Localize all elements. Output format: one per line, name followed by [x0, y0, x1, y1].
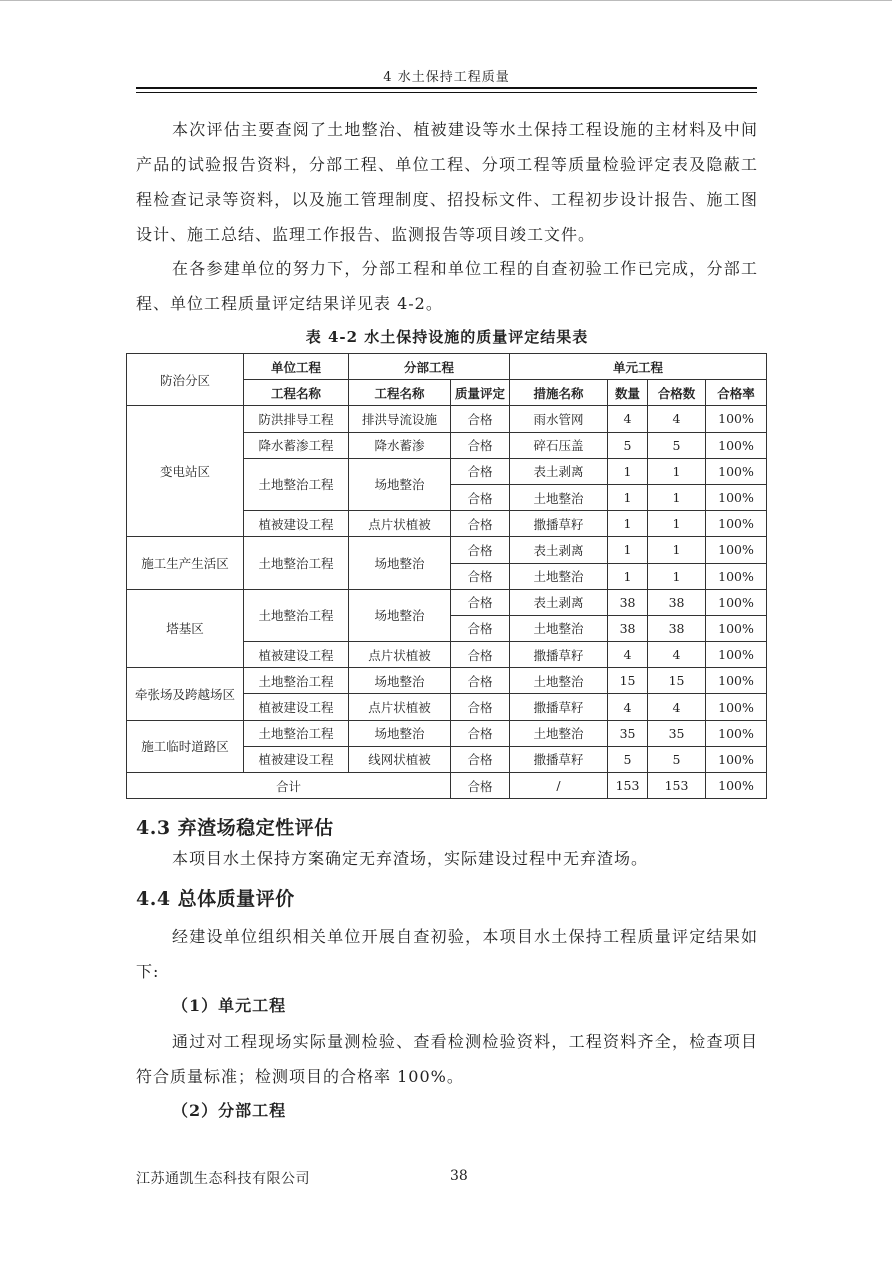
paragraph-element-result: 通过对工程现场实际量测检验、查看检测检验资料，工程资料齐全，检查项目符合质量标准；检测项目的合格率 100%。	[136, 1032, 758, 1086]
quantity-cell: 4	[608, 406, 648, 432]
header-sub-name: 工程名称	[349, 380, 451, 406]
sub-name-cell: 场地整治	[349, 720, 451, 746]
header-qualified-count: 合格数	[648, 380, 706, 406]
quantity-cell: 5	[608, 432, 648, 458]
sub-name-cell: 场地整治	[349, 589, 451, 641]
header-rule-thick	[136, 87, 757, 89]
quality-cell: 合格	[451, 458, 510, 484]
zone-cell: 牵张场及跨越场区	[127, 668, 244, 720]
quality-cell: 合格	[451, 589, 510, 615]
qualified-rate-cell: 100%	[706, 720, 767, 746]
sub-name-cell: 降水蓄渗	[349, 432, 451, 458]
quality-cell: 合格	[451, 642, 510, 668]
header-measure-name: 措施名称	[510, 380, 608, 406]
quality-cell: 合格	[451, 563, 510, 589]
qualified-count-cell: 35	[648, 720, 706, 746]
measure-cell: 土地整治	[510, 563, 608, 589]
quantity-cell: 35	[608, 720, 648, 746]
table-header-row-1	[127, 354, 767, 380]
qualified-rate-cell: 100%	[706, 589, 767, 615]
header-quality-eval: 质量评定	[451, 380, 510, 406]
qualified-rate-cell: 100%	[706, 746, 767, 772]
total-quantity-cell: 153	[608, 773, 648, 799]
sub-name-cell: 场地整治	[349, 537, 451, 589]
quantity-cell: 38	[608, 615, 648, 641]
qualified-count-cell: 15	[648, 668, 706, 694]
project-name-cell: 土地整治工程	[244, 668, 349, 694]
quality-cell: 合格	[451, 484, 510, 510]
quantity-cell: 1	[608, 537, 648, 563]
qualified-rate-cell: 100%	[706, 458, 767, 484]
qualified-count-cell: 38	[648, 615, 706, 641]
quantity-cell: 4	[608, 642, 648, 668]
project-name-cell: 土地整治工程	[244, 537, 349, 589]
qualified-count-cell: 1	[648, 511, 706, 537]
qualified-count-cell: 1	[648, 458, 706, 484]
quality-cell: 合格	[451, 746, 510, 772]
project-name-cell: 土地整治工程	[244, 720, 349, 746]
total-qualified-count-cell: 153	[648, 773, 706, 799]
measure-cell: 土地整治	[510, 720, 608, 746]
project-name-cell: 植被建设工程	[244, 642, 349, 668]
qualified-count-cell: 4	[648, 642, 706, 668]
table-total-row	[127, 773, 767, 799]
quality-cell: 合格	[451, 720, 510, 746]
quality-evaluation-table	[126, 353, 767, 799]
header-element-project: 单元工程	[510, 354, 767, 380]
measure-cell: 土地整治	[510, 615, 608, 641]
sub-name-cell: 点片状植被	[349, 642, 451, 668]
qualified-rate-cell: 100%	[706, 668, 767, 694]
measure-cell: 碎石压盖	[510, 432, 608, 458]
header-rule-thin	[136, 92, 757, 93]
zone-cell: 变电站区	[127, 406, 244, 537]
quality-cell: 合格	[451, 615, 510, 641]
quality-cell: 合格	[451, 406, 510, 432]
qualified-count-cell: 5	[648, 746, 706, 772]
quality-cell: 合格	[451, 694, 510, 720]
quantity-cell: 5	[608, 746, 648, 772]
page-top-border	[0, 0, 892, 1]
measure-cell: 撒播草籽	[510, 642, 608, 668]
subheading-element-project: （1）单元工程	[172, 996, 287, 1015]
project-name-cell: 植被建设工程	[244, 746, 349, 772]
header-qualified-rate: 合格率	[706, 380, 767, 406]
zone-cell: 施工临时道路区	[127, 720, 244, 772]
quantity-cell: 15	[608, 668, 648, 694]
table-caption: 表 4-2 水土保持设施的质量评定结果表	[305, 328, 589, 346]
quantity-cell: 1	[608, 563, 648, 589]
table-row	[127, 406, 767, 432]
project-name-cell: 防洪排导工程	[244, 406, 349, 432]
qualified-count-cell: 5	[648, 432, 706, 458]
qualified-count-cell: 1	[648, 537, 706, 563]
total-measure-cell: /	[510, 773, 608, 799]
paragraph-review-scope: 本次评估主要查阅了土地整治、植被建设等水土保持工程设施的主材料及中间产品的试验报告资料，分部工程、单位工程、分项工程等质量检验评定表及隐蔽工程检查记录等资料，以及施工管理制度、招投标文件、工程初步设计报告、施工图设计、施工总结、监理工作报告、监测报告等项目竣工文件。	[136, 120, 758, 244]
project-name-cell: 降水蓄渗工程	[244, 432, 349, 458]
qualified-rate-cell: 100%	[706, 432, 767, 458]
measure-cell: 表土剥离	[510, 537, 608, 563]
project-name-cell: 植被建设工程	[244, 694, 349, 720]
measure-cell: 表土剥离	[510, 589, 608, 615]
quality-cell: 合格	[451, 511, 510, 537]
total-label-cell: 合计	[127, 773, 451, 799]
quality-cell: 合格	[451, 537, 510, 563]
header-zone: 防治分区	[127, 354, 244, 406]
measure-cell: 撒播草籽	[510, 746, 608, 772]
measure-cell: 撒播草籽	[510, 694, 608, 720]
measure-cell: 土地整治	[510, 668, 608, 694]
header-project-name: 工程名称	[244, 380, 349, 406]
total-qualified-rate-cell: 100%	[706, 773, 767, 799]
measure-cell: 土地整治	[510, 484, 608, 510]
page-number: 38	[450, 1168, 468, 1184]
table-row	[127, 589, 767, 615]
qualified-rate-cell: 100%	[706, 484, 767, 510]
quality-cell: 合格	[451, 432, 510, 458]
quantity-cell: 1	[608, 484, 648, 510]
sub-name-cell: 点片状植被	[349, 511, 451, 537]
measure-cell: 撒播草籽	[510, 511, 608, 537]
quality-cell: 合格	[451, 668, 510, 694]
qualified-count-cell: 1	[648, 563, 706, 589]
zone-cell: 塔基区	[127, 589, 244, 668]
subheading-sub-project: （2）分部工程	[172, 1101, 287, 1120]
project-name-cell: 土地整治工程	[244, 458, 349, 510]
sub-name-cell: 排洪导流设施	[349, 406, 451, 432]
running-header: 4 水土保持工程质量	[383, 70, 510, 85]
quantity-cell: 1	[608, 511, 648, 537]
total-quality-cell: 合格	[451, 773, 510, 799]
table-row	[127, 720, 767, 746]
qualified-rate-cell: 100%	[706, 615, 767, 641]
footer-company: 江苏通凯生态科技有限公司	[136, 1171, 310, 1187]
header-quantity: 数量	[608, 380, 648, 406]
sub-name-cell: 点片状植被	[349, 694, 451, 720]
qualified-rate-cell: 100%	[706, 511, 767, 537]
qualified-rate-cell: 100%	[706, 642, 767, 668]
paragraph-overall-evaluation: 经建设单位组织相关单位开展自查初验，本项目水土保持工程质量评定结果如下:	[136, 927, 758, 981]
qualified-count-cell: 4	[648, 694, 706, 720]
project-name-cell: 土地整治工程	[244, 589, 349, 641]
measure-cell: 雨水管网	[510, 406, 608, 432]
qualified-rate-cell: 100%	[706, 406, 767, 432]
qualified-rate-cell: 100%	[706, 563, 767, 589]
quantity-cell: 1	[608, 458, 648, 484]
qualified-count-cell: 4	[648, 406, 706, 432]
zone-cell: 施工生产生活区	[127, 537, 244, 589]
qualified-rate-cell: 100%	[706, 694, 767, 720]
sub-name-cell: 场地整治	[349, 668, 451, 694]
project-name-cell: 植被建设工程	[244, 511, 349, 537]
quantity-cell: 38	[608, 589, 648, 615]
section-heading-4-4: 4.4 总体质量评价	[136, 888, 295, 910]
qualified-count-cell: 1	[648, 484, 706, 510]
qualified-rate-cell: 100%	[706, 537, 767, 563]
table-row	[127, 537, 767, 563]
sub-name-cell: 线网状植被	[349, 746, 451, 772]
measure-cell: 表土剥离	[510, 458, 608, 484]
sub-name-cell: 场地整治	[349, 458, 451, 510]
header-sub-project: 分部工程	[349, 354, 510, 380]
paragraph-no-spoil-site: 本项目水土保持方案确定无弃渣场，实际建设过程中无弃渣场。	[172, 849, 649, 868]
qualified-count-cell: 38	[648, 589, 706, 615]
quantity-cell: 4	[608, 694, 648, 720]
table-row	[127, 668, 767, 694]
header-unit-project: 单位工程	[244, 354, 349, 380]
section-heading-4-3: 4.3 弃渣场稳定性评估	[136, 817, 334, 839]
paragraph-self-inspection: 在各参建单位的努力下，分部工程和单位工程的自查初验工作已完成，分部工程、单位工程质量评定结果详见表 4-2。	[136, 259, 758, 313]
